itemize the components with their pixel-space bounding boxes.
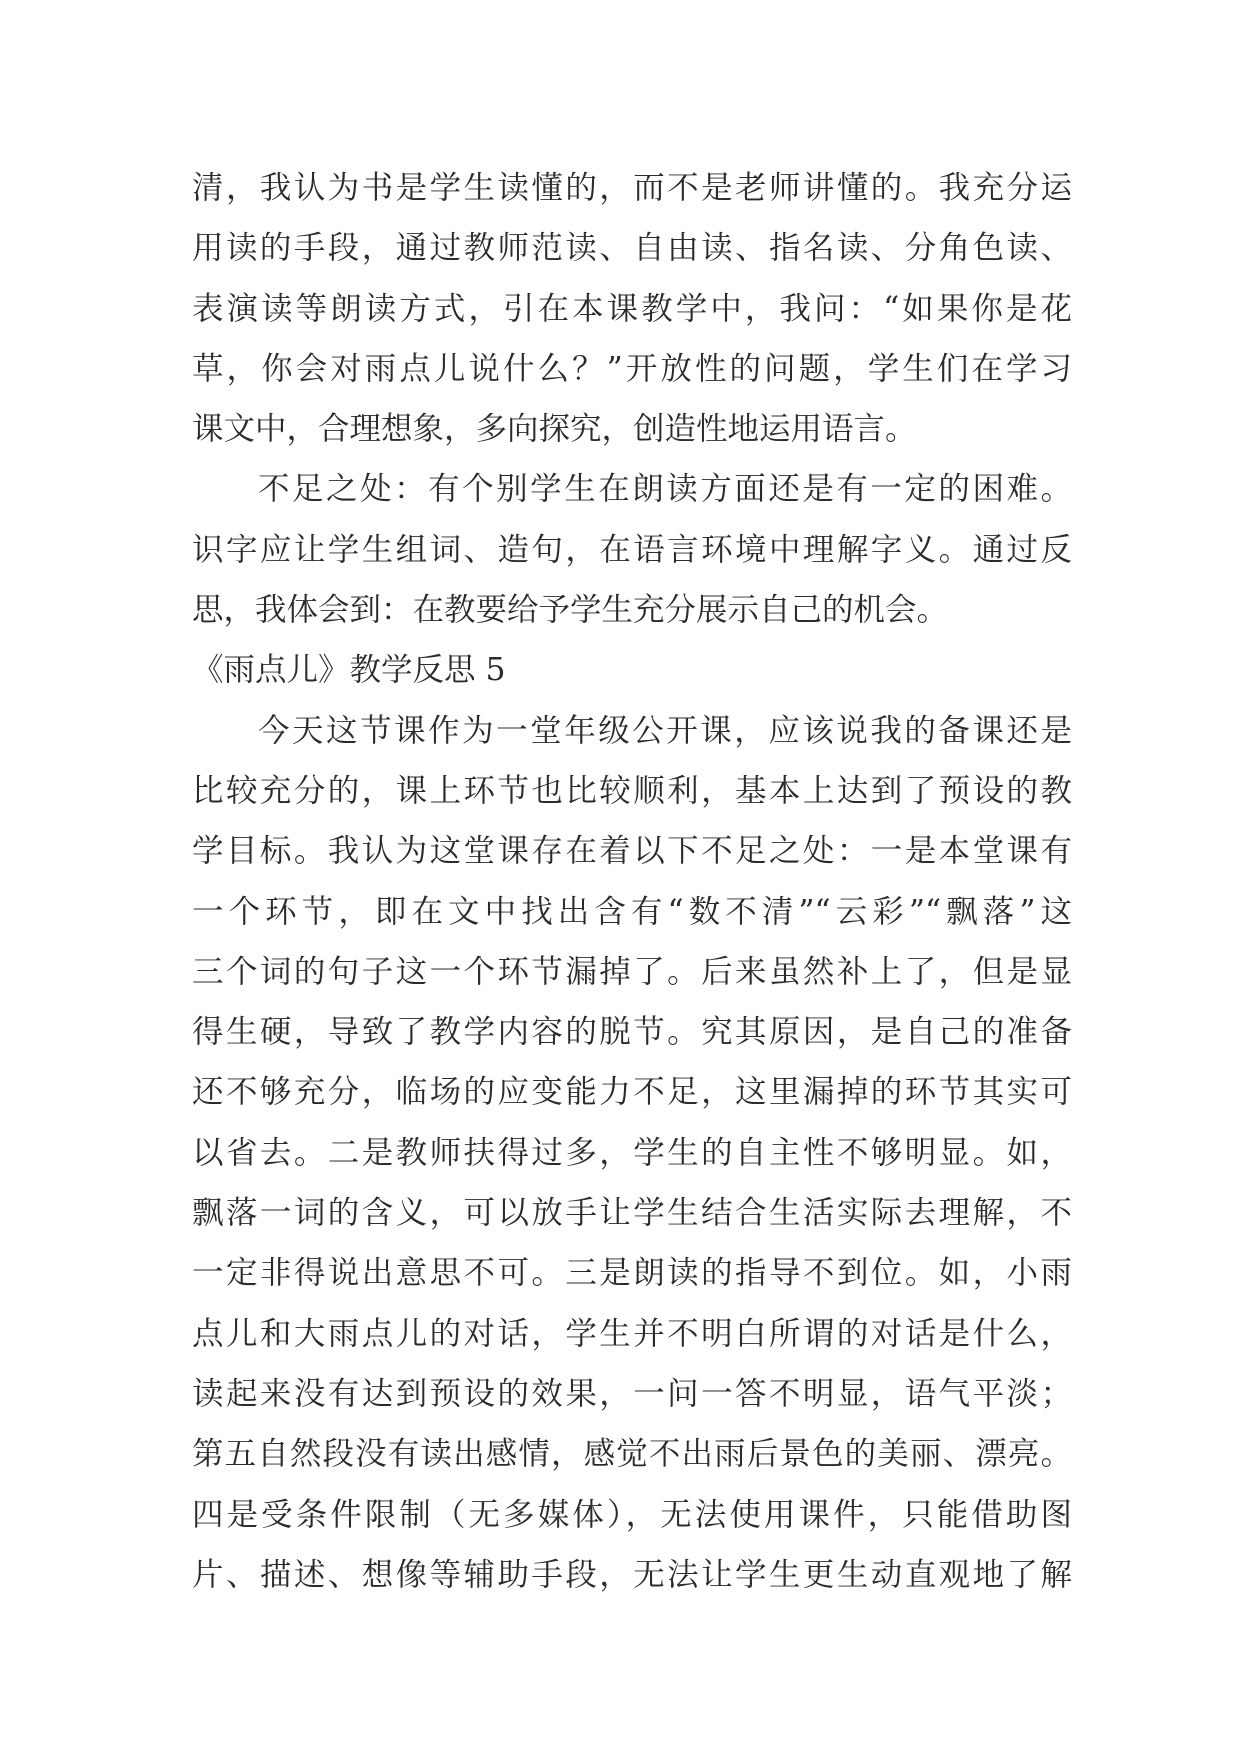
text-line: 草，你会对雨点儿说什么？”开放性的问题，学生们在学习 — [192, 350, 1072, 387]
text-line: 清，我认为书是学生读懂的，而不是老师讲懂的。我充分运 — [192, 170, 1072, 206]
text-line: 片、描述、想像等辅助手段，无法让学生更生动直观地了解 — [192, 1556, 1072, 1593]
text-line: 一个环节，即在文中找出含有“数不清”“云彩”“飘落”这 — [192, 893, 1072, 930]
section-heading: 《雨点儿》教学反思 5 — [192, 652, 506, 689]
text-line: 三个词的句子这一个环节漏掉了。后来虽然补上了，但是显 — [192, 953, 1072, 990]
text-line: 得生硬，导致了教学内容的脱节。究其原因，是自己的准备 — [192, 1014, 1072, 1051]
text-line: 一定非得说出意思不可。三是朗读的指导不到位。如，小雨 — [192, 1255, 1072, 1292]
text-line: 不足之处：有个别学生在朗读方面还是有一定的困难。 — [258, 471, 1072, 508]
text-line: 还不够充分，临场的应变能力不足，这里漏掉的环节其实可 — [192, 1074, 1072, 1111]
text-line: 以省去。二是教师扶得过多，学生的自主性不够明显。如， — [192, 1134, 1072, 1171]
text-line: 用读的手段，通过教师范读、自由读、指名读、分角色读、 — [192, 230, 1072, 267]
text-line: 思，我体会到：在教要给予学生充分展示自己的机会。 — [192, 592, 949, 629]
text-line: 四是受条件限制（无多媒体），无法使用课件，只能借助图 — [192, 1496, 1072, 1533]
text-line: 读起来没有达到预设的效果，一问一答不明显，语气平淡； — [192, 1375, 1072, 1412]
text-line: 第五自然段没有读出感情，感觉不出雨后景色的美丽、漂亮。 — [192, 1436, 1072, 1473]
text-line: 飘落一词的含义，可以放手让学生结合生活实际去理解，不 — [192, 1195, 1072, 1232]
text-line: 比较充分的，课上环节也比较顺利，基本上达到了预设的教 — [192, 772, 1072, 809]
document-body — [192, 158, 1072, 1605]
text-line: 表演读等朗读方式，引在本课教学中，我问：“如果你是花 — [192, 290, 1072, 327]
text-line: 点儿和大雨点儿的对话，学生并不明白所谓的对话是什么， — [192, 1315, 1072, 1352]
text-line: 识字应让学生组词、造句，在语言环境中理解字义。通过反 — [192, 531, 1072, 568]
text-line: 今天这节课作为一堂年级公开课，应该说我的备课还是 — [258, 712, 1072, 749]
text-line: 课文中，合理想象，多向探究，创造性地运用语言。 — [192, 411, 917, 448]
text-line: 学目标。我认为这堂课存在着以下不足之处：一是本堂课有 — [192, 833, 1072, 870]
